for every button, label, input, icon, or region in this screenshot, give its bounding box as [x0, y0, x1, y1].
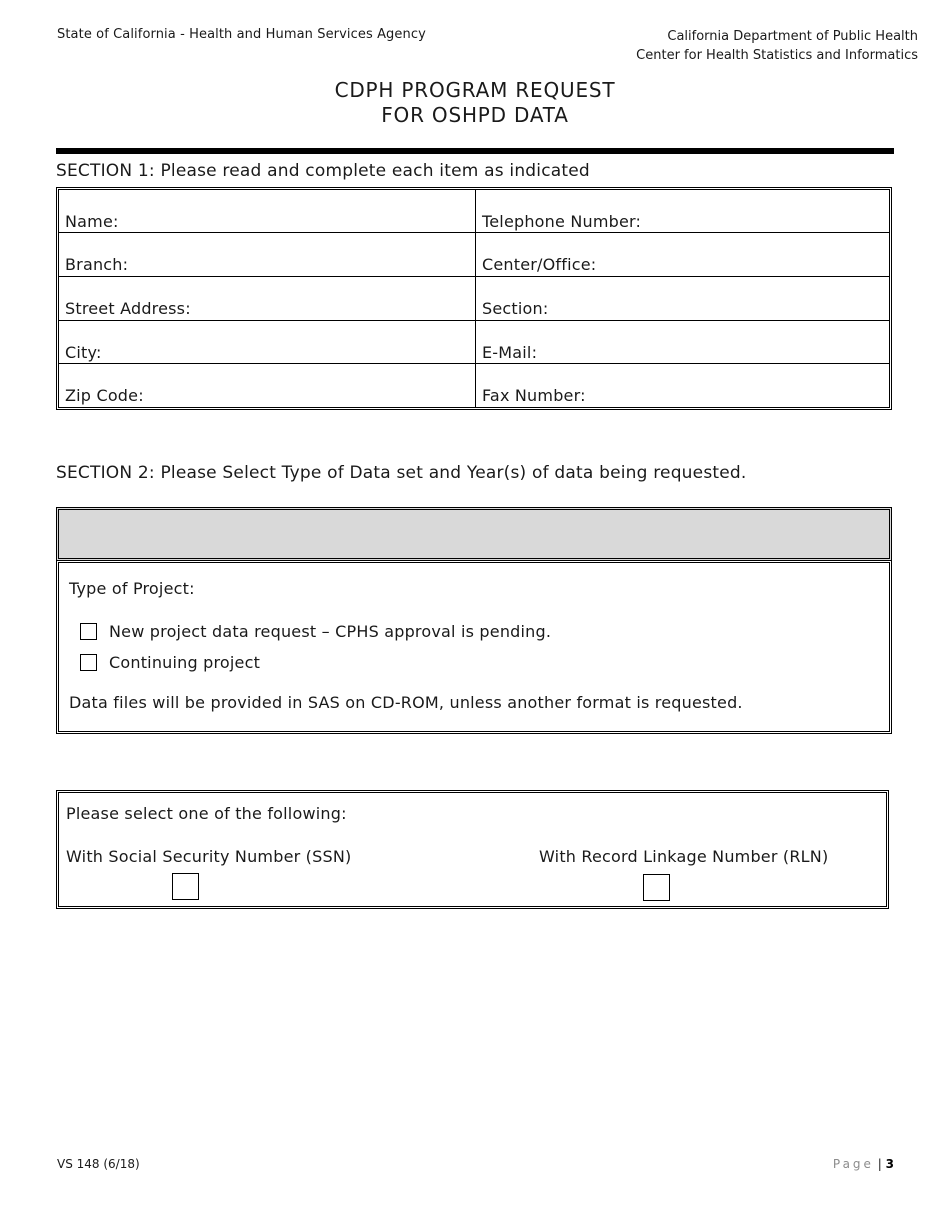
- page-title: [0, 78, 950, 128]
- page-word: Page: [832, 1157, 874, 1171]
- fax-number-field[interactable]: Fax Number:: [482, 386, 586, 405]
- row-divider: [59, 276, 889, 277]
- telephone-field[interactable]: Telephone Number:: [482, 212, 642, 231]
- section2-heading: SECTION 2: Please Select Type of Data set and Year(s) of data being requested.: [56, 463, 747, 483]
- ssn-checkbox[interactable]: [172, 873, 199, 900]
- page-number: 3: [885, 1157, 894, 1171]
- table-column-divider: [475, 190, 476, 407]
- name-field[interactable]: Name:: [65, 212, 119, 231]
- section-field[interactable]: Section:: [482, 299, 549, 318]
- row-divider: [59, 232, 889, 233]
- center-name: Center for Health Statistics and Informatics: [636, 48, 918, 63]
- page-indicator: [833, 1157, 894, 1171]
- page-separator: |: [877, 1157, 882, 1171]
- project-type-box: [56, 560, 892, 734]
- ssn-option-label: With Social Security Number (SSN): [66, 847, 352, 866]
- identifier-selection-box: [56, 790, 889, 909]
- rln-checkbox[interactable]: [643, 874, 670, 901]
- data-format-note: Data files will be provided in SAS on CD-ROM, unless another format is requested.: [69, 693, 743, 712]
- section1-heading: SECTION 1: Please read and complete each item as indicated: [56, 161, 590, 181]
- dataset-year-selection-area[interactable]: [56, 507, 892, 561]
- continuing-project-checkbox[interactable]: [80, 654, 97, 671]
- contact-info-table: [56, 187, 892, 410]
- new-project-checkbox[interactable]: [80, 623, 97, 640]
- email-field[interactable]: E-Mail:: [482, 343, 538, 362]
- department-name: California Department of Public Health: [667, 29, 918, 44]
- continuing-project-label: Continuing project: [109, 653, 261, 672]
- department-block: [636, 27, 918, 65]
- branch-field[interactable]: Branch:: [65, 255, 129, 274]
- rln-option-label: With Record Linkage Number (RLN): [539, 847, 829, 866]
- identifier-prompt: Please select one of the following:: [66, 804, 347, 823]
- row-divider: [59, 320, 889, 321]
- title-line-1: CDPH PROGRAM REQUEST: [334, 78, 616, 102]
- title-line-2: FOR OSHPD DATA: [381, 103, 569, 127]
- row-divider: [59, 363, 889, 364]
- agency-name: State of California - Health and Human Services Agency: [57, 27, 426, 42]
- project-type-label: Type of Project:: [69, 579, 195, 598]
- center-office-field[interactable]: Center/Office:: [482, 255, 597, 274]
- zip-code-field[interactable]: Zip Code:: [65, 386, 144, 405]
- city-field[interactable]: City:: [65, 343, 102, 362]
- street-address-field[interactable]: Street Address:: [65, 299, 191, 318]
- title-divider: [56, 148, 894, 154]
- new-project-label: New project data request – CPHS approval is pending.: [109, 622, 552, 641]
- form-id: VS 148 (6/18): [57, 1157, 140, 1171]
